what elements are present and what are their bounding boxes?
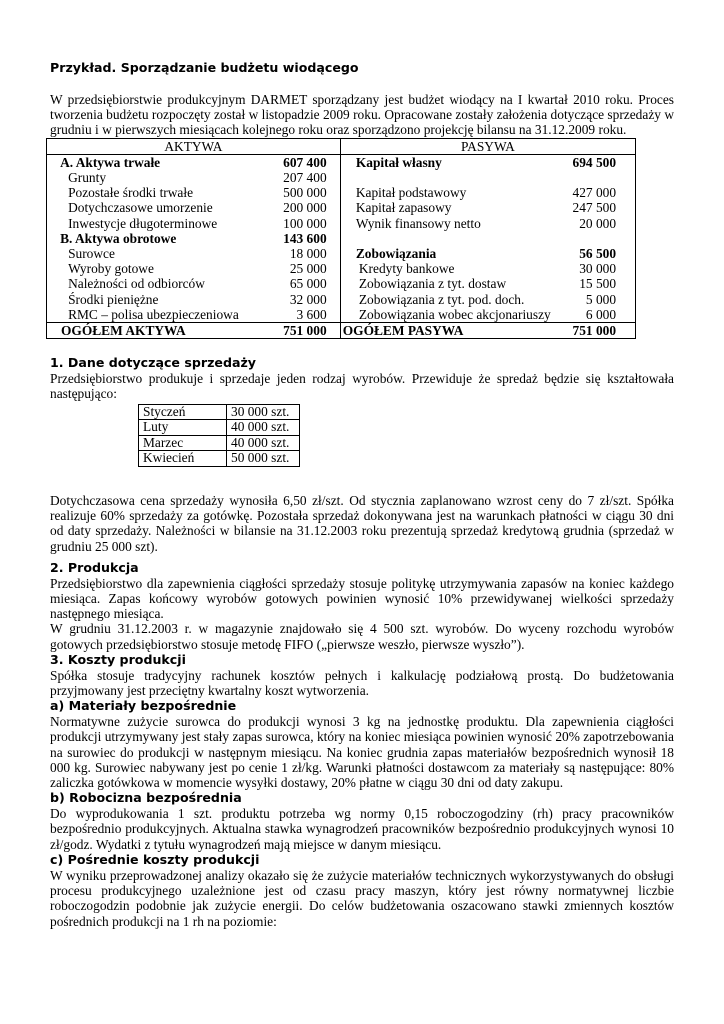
- intro-paragraph: W przedsiębiorstwie produkcyjnym DARMET sporządzany jest budżet wiodący na I kwartał 2010 roku. Proces tworzenia budżetu rozpoczęty został w listopadzie 2009 roku. Opracowane zostały założenia dotyczące sprzedaży w grudniu i w pierwszych miesiącach kolejnego roku oraz sporządzono projekcję bilansu na 31.12.2009 roku.: [50, 92, 674, 138]
- pasywa-item-label: Kapitał własny: [355, 154, 442, 170]
- section-2-text-2: W grudniu 31.12.2003 r. w magazynie znajdowało się 4 500 szt. wyrobów. Do wyceny rozchodu wyrobów gotowych przedsiębiorstwo stosuje metodę FIFO („pierwsze weszło, pierwsze wyszło”).: [50, 621, 674, 652]
- sales-quantity: 30 000 szt.: [227, 404, 300, 420]
- balance-row: [47, 185, 636, 200]
- pasywa-header: PASYWA: [340, 138, 635, 154]
- aktywa-item-label: Pozostałe środki trwałe: [68, 185, 194, 201]
- aktywa-item-label: Dotychczasowe umorzenie: [68, 200, 213, 216]
- aktywa-item-value: 100 000: [283, 215, 327, 231]
- balance-row: [47, 200, 636, 215]
- pasywa-item-label: [352, 231, 551, 246]
- total-pasywa-label: OGÓŁEM PASYWA: [340, 323, 551, 339]
- pasywa-item-value: 247 500: [572, 200, 617, 216]
- section-1-text: Przedsiębiorstwo produkuje i sprzedaje jeden rodzaj wyrobów. Przewiduje że spredaż będzie się kształtowała następująco:: [50, 371, 674, 402]
- pasywa-item-label: [352, 170, 551, 185]
- aktywa-item-value: 32 000: [289, 291, 327, 307]
- pasywa-item-value: [551, 170, 616, 185]
- aktywa-item-value: 65 000: [289, 276, 327, 292]
- pasywa-item-value: [551, 231, 616, 246]
- pasywa-item-value: 15 500: [579, 276, 617, 292]
- aktywa-item-label: Środki pieniężne: [68, 291, 159, 307]
- aktywa-item-value: 200 000: [283, 200, 327, 216]
- sales-quantity: 50 000 szt.: [227, 451, 300, 467]
- sales-month: Marzec: [139, 435, 227, 451]
- sales-row: [139, 451, 300, 467]
- sales-month: Luty: [139, 420, 227, 436]
- section-3-heading: 3. Koszty produkcji: [50, 651, 186, 667]
- pasywa-item-value: 30 000: [579, 261, 617, 277]
- section-b-heading: b) Robocizna bezpośrednia: [50, 790, 242, 806]
- pasywa-item-label: Kapitał zapasowy: [355, 200, 452, 216]
- aktywa-item-label: Wyroby gotowe: [68, 261, 154, 277]
- aktywa-item-value: 500 000: [283, 185, 327, 201]
- balance-row: [47, 307, 636, 323]
- aktywa-item-label: A. Aktywa trwałe: [60, 154, 161, 170]
- pasywa-item-label: Zobowiązania z tyt. dostaw: [358, 276, 507, 292]
- section-2-heading: 2. Produkcja: [50, 559, 139, 575]
- aktywa-item-value: 143 600: [283, 230, 327, 246]
- section-c-text: W wyniku przeprowadzonej analizy okazało się że zużycie materiałów technicznych wykorzystywanych do obsługi procesu produkcyjnego uzależnione jest od czasu pracy maszyn, który jest równy normatywnej liczbie roboczogodzin podobnie jak zużycie energii. Do celów budżetowania oszacowano stawki zmiennych kosztów pośrednich produkcji na 1 rh na poziomie:: [50, 867, 674, 929]
- balance-row: [47, 170, 636, 185]
- aktywa-item-value: 3 600: [296, 306, 327, 322]
- pasywa-item-value: 56 500: [579, 246, 617, 262]
- sales-quantity: 40 000 szt.: [227, 435, 300, 451]
- aktywa-header: AKTYWA: [47, 138, 341, 154]
- total-aktywa-label: OGÓŁEM AKTYWA: [47, 323, 272, 339]
- section-a-heading: a) Materiały bezpośrednie: [50, 698, 237, 714]
- section-1-heading: 1. Dane dotyczące sprzedaży: [50, 355, 257, 371]
- balance-row: [47, 216, 636, 231]
- aktywa-item-value: 18 000: [289, 246, 327, 262]
- pasywa-item-label: Zobowiązania: [355, 246, 437, 262]
- pasywa-item-value: 5 000: [585, 291, 617, 307]
- balance-row: [47, 292, 636, 307]
- balance-row: [47, 231, 636, 246]
- total-aktywa-value: 751 000: [271, 323, 327, 339]
- aktywa-item-label: RMC – polisa ubezpieczeniowa: [68, 306, 239, 322]
- pasywa-item-label: Zobowiązania z tyt. pod. doch.: [358, 291, 525, 307]
- sales-month: Kwiecień: [139, 451, 227, 467]
- section-c-heading: c) Pośrednie koszty produkcji: [50, 851, 260, 867]
- pasywa-item-value: 6 000: [585, 306, 617, 322]
- pasywa-item-label: Kapitał podstawowy: [355, 185, 467, 201]
- aktywa-item-label: Inwestycje długoterminowe: [68, 215, 218, 231]
- section-3-text: Spółka stosuje tradycyjny rachunek kosztów pełnych i kalkulację podziałową prostą. Do budżetowania przyjmowany jest przeciętny kwartalny koszt wytworzenia.: [50, 667, 674, 699]
- aktywa-item-label: Należności od odbiorców: [68, 276, 205, 292]
- section-a-text: Normatywne zużycie surowca do produkcji wynosi 3 kg na jednostkę produktu. Dla zapewnienia ciągłości produkcji utrzymywany jest stały zapas surowca, który na koniec miesiąca powinien wynosić 20% zapotrzebowania na surowiec do produkcji w następnym miesiącu. Na koniec grudnia zapas materiałów bezpośrednich wynosił 18 000 kg. Surowiec nabywany jest po cenie 1 zł/kg. Warunki płatności dostawcom za materiały są następujące: 80% zaliczka gotówkowa w momencie wysyłki dostawy, 20% płatne w ciągu 30 dni od daty zakupu.: [50, 714, 674, 791]
- pasywa-item-value: 427 000: [572, 185, 617, 201]
- aktywa-item-value: 607 400: [283, 154, 327, 170]
- sales-row: [139, 404, 300, 420]
- balance-row: [47, 154, 636, 170]
- pasywa-item-label: Zobowiązania wobec akcjonariuszy: [358, 306, 551, 322]
- balance-row: [47, 261, 636, 276]
- balance-total-row: [47, 323, 636, 339]
- section-1-price-text: Dotychczasowa cena sprzedaży wynosiła 6,50 zł/szt. Od stycznia zaplanowano wzrost ceny do 7 zł/szt. Spółka realizuje 60% sprzedaży za gotówkę. Pozostała sprzedaż dokonywana jest na warunkach płatności w ciągu 30 dni od daty sprzedaży. Należności w bilansie na 31.12.2003 roku prezentują sprzedaż kredytową grudnia (sprzedaż w grudniu 25 000 szt).: [50, 493, 674, 554]
- section-b-text: Do wyprodukowania 1 szt. produktu potrzeba wg normy 0,15 roboczogodziny (rh) pracy pracowników bezpośrednio produkcyjnych. Aktualna stawka wynagrodzeń pracowników bezpośrednio produkcyjnych wynosi 10 zł/godz. Wydatki z tytułu wynagrodzeń mają miejsce w danym miesiącu.: [50, 806, 674, 852]
- section-2-text-1: Przedsiębiorstwo dla zapewnienia ciągłości sprzedaży stosuje politykę utrzymywania zapasów na koniec każdego miesiąca. Zapas końcowy wyrobów gotowych powinien wynosić 10% przewidywanej wielkości sprzedaży następnego miesiąca.: [50, 575, 674, 622]
- document-title: Przykład. Sporządzanie budżetu wiodącego: [50, 60, 359, 75]
- pasywa-item-label: Wynik finansowy netto: [355, 215, 481, 231]
- sales-quantity: 40 000 szt.: [227, 420, 300, 436]
- aktywa-item-label: Grunty: [68, 170, 107, 186]
- aktywa-item-label: B. Aktywa obrotowe: [60, 230, 177, 246]
- aktywa-item-label: Surowce: [68, 246, 115, 262]
- aktywa-item-value: 25 000: [289, 261, 327, 277]
- sales-row: [139, 420, 300, 436]
- pasywa-item-value: 694 500: [572, 154, 617, 170]
- balance-sheet-table: [46, 138, 636, 340]
- sales-forecast-table: [138, 404, 300, 467]
- total-pasywa-value: 751 000: [551, 323, 616, 339]
- sales-month: Styczeń: [139, 404, 227, 420]
- pasywa-item-label: Kredyty bankowe: [358, 261, 455, 277]
- pasywa-item-value: 20 000: [579, 215, 617, 231]
- balance-row: [47, 276, 636, 291]
- balance-row: [47, 246, 636, 261]
- sales-row: [139, 435, 300, 451]
- document-page: [50, 60, 674, 929]
- aktywa-item-value: 207 400: [283, 170, 327, 186]
